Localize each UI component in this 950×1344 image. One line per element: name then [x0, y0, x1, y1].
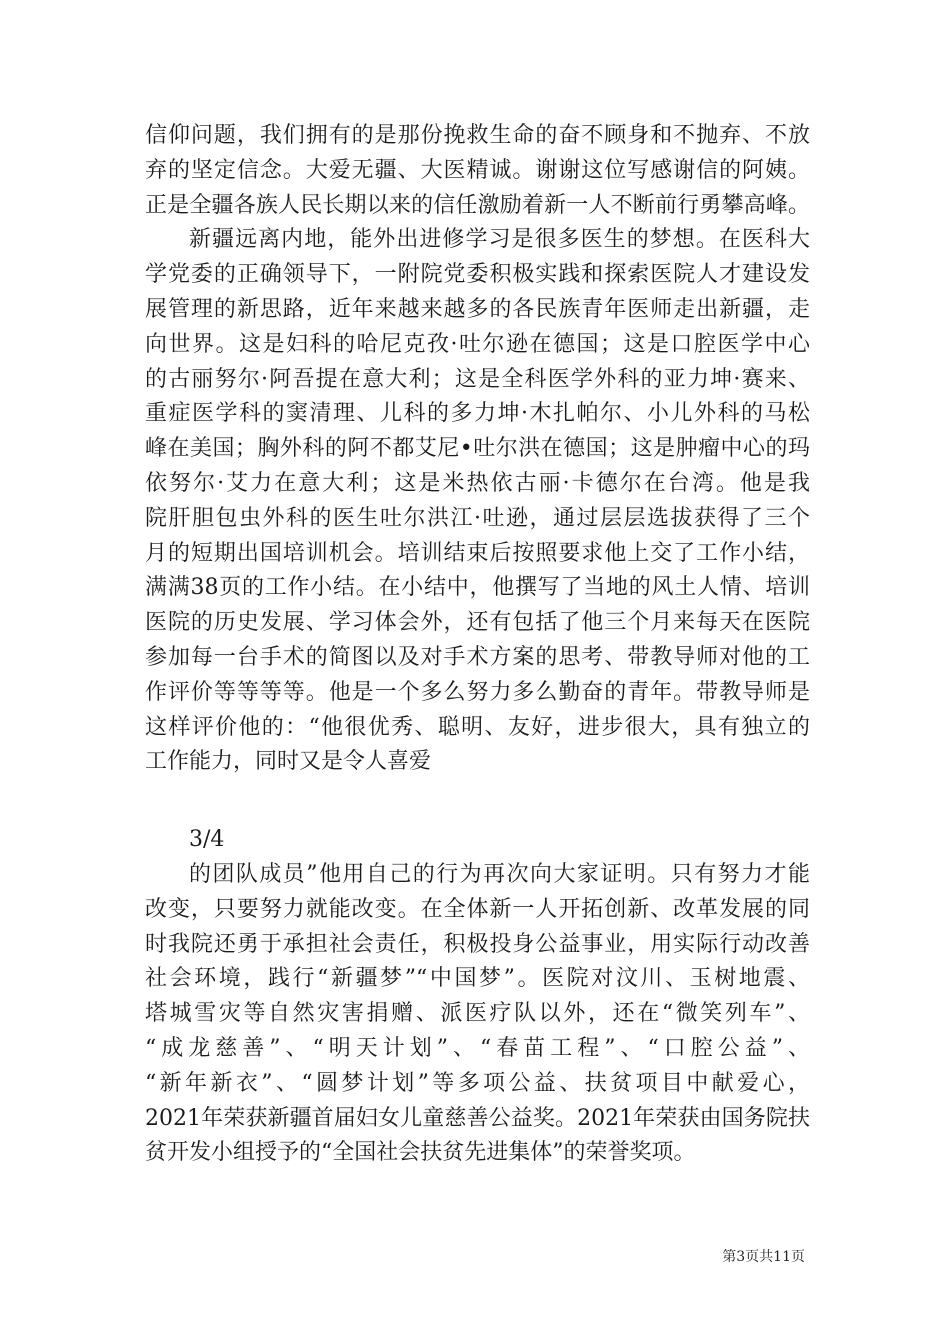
text-line: 正是全疆各族人民长期以来的信任激励着新一人不断前行勇攀高峰。 [145, 192, 810, 218]
text-line: “成龙慈善”、“明天计划”、“春苗工程”、“口腔公益”、 [145, 1035, 810, 1061]
paragraph-first-line: 的团队成员”他用自己的行为再次向大家证明。只有努力才能 [189, 862, 810, 887]
text-line: 峰在美国；胸外科的阿不都艾尼•吐尔洪在德国；这是肿瘤中心的玛 [145, 436, 810, 462]
text-line: 院肝胆包虫外科的医生吐尔洪江·吐逊，通过层层选拔获得了三个 [145, 505, 810, 531]
text-line: 向世界。这是妇科的哈尼克孜·吐尔逊在德国；这是口腔医学中心 [145, 331, 810, 357]
page-marker: 3/4 [189, 827, 225, 852]
body-text-block-2 [145, 858, 810, 1171]
text-line: 塔城雪灾等自然灾害捐赠、派医疗队以外，还在“微笑列车”、 [145, 1001, 810, 1027]
text-line: 贫开发小组授予的“全国社会扶贫先进集体”的荣誉奖项。 [145, 1140, 696, 1166]
text-line: 社会环境，践行“新疆梦”“中国梦”。医院对汶川、玉树地震、 [145, 966, 810, 992]
text-line: 重症医学科的窦清理、儿科的多力坤·木扎帕尔、小儿外科的马松 [145, 401, 810, 427]
text-line: 学党委的正确领导下，一附院党委积极实践和探索医院人才建设发 [145, 262, 810, 288]
paragraph-first-line: 新疆远离内地，能外出进修学习是很多医生的梦想。在医科大 [189, 227, 810, 253]
text-line: 满满38页的工作小结。在小结中，他撰写了当地的风土人情、培训 [145, 575, 810, 601]
text-line: 月的短期出国培训机会。培训结束后按照要求他上交了工作小结， [145, 540, 810, 566]
text-line: 依努尔·艾力在意大利；这是米热依古丽·卡德尔在台湾。他是我 [145, 470, 810, 496]
body-text-block-1 [145, 119, 810, 780]
text-line: 参加每一台手术的简图以及对手术方案的思考、带教导师对他的工 [145, 644, 810, 670]
text-line: 展管理的新思路，近年来越来越多的各民族青年医师走出新疆，走 [145, 296, 810, 322]
text-line: 医院的历史发展、学习体会外，还有包括了他三个月来每天在医院 [145, 610, 810, 636]
text-line: 时我院还勇于承担社会责任，积极投身公益事业，用实际行动改善 [145, 931, 810, 957]
text-line: 弃的坚定信念。大爱无疆、大医精诚。谢谢这位写感谢信的阿姨。 [145, 157, 810, 183]
text-line: 改变，只要努力就能改变。在全体新一人开拓创新、改革发展的同 [145, 896, 810, 922]
text-line: 信仰问题，我们拥有的是那份挽救生命的奋不顾身和不抛弃、不放 [145, 123, 810, 148]
text-line: “新年新衣”、“圆梦计划”等多项公益、扶贫项目中献爱心， [145, 1070, 810, 1096]
text-line: 作评价等等等等。他是一个多么努力多么勤奋的青年。带教导师是 [145, 679, 810, 705]
text-line: 2021年荣获新疆首届妇女儿童慈善公益奖。2021年荣获由国务院扶 [145, 1105, 810, 1131]
text-line: 的古丽努尔·阿吾提在意大利；这是全科医学外科的亚力坤·赛来、 [145, 366, 810, 392]
text-line: 这样评价他的：“他很优秀、聪明、友好，进步很大，具有独立的 [145, 714, 810, 740]
page-footer: 第3页共11页 [722, 1249, 805, 1265]
text-line: 工作能力，同时又是令人喜爱 [145, 749, 432, 775]
